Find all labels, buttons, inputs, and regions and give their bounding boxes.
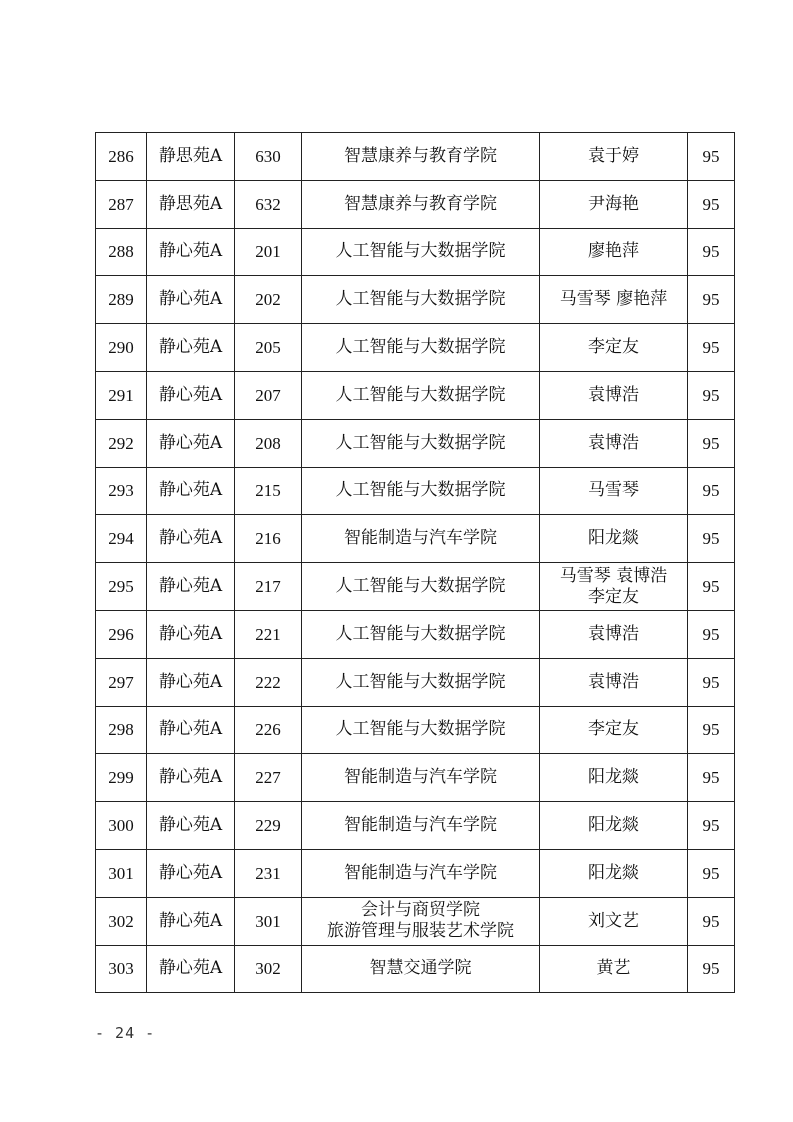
college-cell-line: 人工智能与大数据学院: [335, 432, 506, 453]
table-row: [96, 467, 735, 515]
college-cell: [302, 849, 540, 897]
table-row: [96, 945, 735, 993]
college-cell-line: 人工智能与大数据学院: [335, 671, 506, 692]
building-cell: 静心苑A: [147, 467, 235, 515]
college-cell-line: 智慧交通学院: [369, 958, 472, 979]
score-cell: 95: [688, 945, 735, 993]
college-cell: [302, 371, 540, 419]
room-number-cell: 222: [235, 658, 302, 706]
room-number-cell: 231: [235, 849, 302, 897]
building-cell: 静心苑A: [147, 945, 235, 993]
row-number-cell: 286: [96, 133, 147, 181]
score-cell: 95: [688, 276, 735, 324]
building-cell: 静心苑A: [147, 849, 235, 897]
college-cell-line: 旅游管理与服装艺术学院: [327, 921, 514, 942]
table-row: [96, 897, 735, 945]
staff-cell: [540, 754, 688, 802]
staff-cell: [540, 610, 688, 658]
table-row: [96, 802, 735, 850]
room-number-cell: 201: [235, 228, 302, 276]
room-number-cell: 227: [235, 754, 302, 802]
building-cell: 静心苑A: [147, 276, 235, 324]
row-number-cell: 302: [96, 897, 147, 945]
room-number-cell: 630: [235, 133, 302, 181]
room-number-cell: 215: [235, 467, 302, 515]
table-row: [96, 610, 735, 658]
staff-cell-line: 马雪琴: [588, 480, 639, 501]
building-cell: 静思苑A: [147, 133, 235, 181]
college-cell: [302, 133, 540, 181]
score-cell: 95: [688, 754, 735, 802]
table-row: [96, 228, 735, 276]
staff-cell-line: 马雪琴 袁博浩: [559, 565, 668, 586]
college-cell-line: 人工智能与大数据学院: [335, 623, 506, 644]
staff-cell: [540, 849, 688, 897]
table-row: [96, 754, 735, 802]
staff-cell-line: 袁博浩: [588, 384, 639, 405]
room-number-cell: 208: [235, 419, 302, 467]
staff-cell-line: 阳龙燚: [588, 528, 639, 549]
staff-cell: [540, 658, 688, 706]
row-number-cell: 293: [96, 467, 147, 515]
staff-cell: [540, 371, 688, 419]
college-cell-line: 人工智能与大数据学院: [335, 289, 506, 310]
staff-cell-line: 尹海艳: [588, 193, 639, 214]
staff-cell-line: 阳龙燚: [588, 862, 639, 883]
row-number-cell: 291: [96, 371, 147, 419]
score-cell: 95: [688, 897, 735, 945]
staff-cell-line: 阳龙燚: [588, 767, 639, 788]
room-number-cell: 205: [235, 324, 302, 372]
college-cell: [302, 180, 540, 228]
college-cell-line: 人工智能与大数据学院: [335, 241, 506, 262]
building-cell: 静心苑A: [147, 897, 235, 945]
college-cell-line: 人工智能与大数据学院: [335, 384, 506, 405]
building-cell: 静心苑A: [147, 515, 235, 563]
room-number-cell: 202: [235, 276, 302, 324]
row-number-cell: 300: [96, 802, 147, 850]
staff-cell: [540, 324, 688, 372]
row-number-cell: 294: [96, 515, 147, 563]
building-cell: 静心苑A: [147, 563, 235, 611]
row-number-cell: 296: [96, 610, 147, 658]
college-cell: [302, 706, 540, 754]
table-row: [96, 133, 735, 181]
building-cell: 静心苑A: [147, 706, 235, 754]
room-number-cell: 229: [235, 802, 302, 850]
score-cell: 95: [688, 515, 735, 563]
score-cell: 95: [688, 371, 735, 419]
score-cell: 95: [688, 467, 735, 515]
score-cell: 95: [688, 610, 735, 658]
room-number-cell: 301: [235, 897, 302, 945]
college-cell: [302, 467, 540, 515]
college-cell: [302, 802, 540, 850]
college-cell-line: 智能制造与汽车学院: [344, 528, 497, 549]
staff-cell-line: 黄艺: [596, 958, 631, 979]
college-cell: [302, 515, 540, 563]
row-number-cell: 290: [96, 324, 147, 372]
staff-cell: [540, 180, 688, 228]
college-cell: [302, 276, 540, 324]
staff-cell-line: 马雪琴 廖艳萍: [559, 289, 668, 310]
college-cell-line: 智能制造与汽车学院: [344, 767, 497, 788]
score-cell: 95: [688, 228, 735, 276]
row-number-cell: 287: [96, 180, 147, 228]
college-cell-line: 会计与商贸学院: [361, 900, 480, 921]
college-cell-line: 人工智能与大数据学院: [335, 576, 506, 597]
building-cell: 静心苑A: [147, 371, 235, 419]
staff-cell-line: 袁博浩: [588, 671, 639, 692]
row-number-cell: 295: [96, 563, 147, 611]
staff-cell-line: 袁于婷: [588, 145, 639, 166]
college-cell: [302, 945, 540, 993]
row-number-cell: 289: [96, 276, 147, 324]
score-cell: 95: [688, 133, 735, 181]
building-cell: 静心苑A: [147, 610, 235, 658]
college-cell-line: 智能制造与汽车学院: [344, 815, 497, 836]
college-cell: [302, 897, 540, 945]
table-row: [96, 371, 735, 419]
room-number-cell: 207: [235, 371, 302, 419]
building-cell: 静心苑A: [147, 658, 235, 706]
room-number-cell: 217: [235, 563, 302, 611]
table-row: [96, 658, 735, 706]
staff-cell: [540, 945, 688, 993]
row-number-cell: 298: [96, 706, 147, 754]
staff-cell: [540, 276, 688, 324]
table-row: [96, 276, 735, 324]
staff-cell-line: 李定友: [588, 586, 639, 607]
staff-cell-line: 阳龙燚: [588, 815, 639, 836]
table-body: [96, 133, 735, 993]
room-number-cell: 226: [235, 706, 302, 754]
college-cell-line: 人工智能与大数据学院: [335, 719, 506, 740]
table-row: [96, 849, 735, 897]
college-cell-line: 智能制造与汽车学院: [344, 862, 497, 883]
college-cell: [302, 228, 540, 276]
room-number-cell: 216: [235, 515, 302, 563]
row-number-cell: 288: [96, 228, 147, 276]
building-cell: 静心苑A: [147, 419, 235, 467]
score-cell: 95: [688, 849, 735, 897]
building-cell: 静思苑A: [147, 180, 235, 228]
room-number-cell: 632: [235, 180, 302, 228]
staff-cell: [540, 228, 688, 276]
room-number-cell: 302: [235, 945, 302, 993]
staff-cell-line: 李定友: [588, 337, 639, 358]
row-number-cell: 297: [96, 658, 147, 706]
building-cell: 静心苑A: [147, 754, 235, 802]
college-cell-line: 智慧康养与教育学院: [344, 145, 497, 166]
table-row: [96, 180, 735, 228]
staff-cell-line: 袁博浩: [588, 432, 639, 453]
staff-cell: [540, 706, 688, 754]
score-cell: 95: [688, 419, 735, 467]
row-number-cell: 292: [96, 419, 147, 467]
score-cell: 95: [688, 563, 735, 611]
row-number-cell: 299: [96, 754, 147, 802]
page-number: - 24 -: [95, 1024, 156, 1042]
staff-cell: [540, 467, 688, 515]
staff-cell: [540, 515, 688, 563]
building-cell: 静心苑A: [147, 228, 235, 276]
college-cell-line: 人工智能与大数据学院: [335, 337, 506, 358]
college-cell-line: 人工智能与大数据学院: [335, 480, 506, 501]
table-row: [96, 515, 735, 563]
score-cell: 95: [688, 180, 735, 228]
row-number-cell: 301: [96, 849, 147, 897]
staff-cell: [540, 563, 688, 611]
score-cell: 95: [688, 802, 735, 850]
building-cell: 静心苑A: [147, 324, 235, 372]
college-cell: [302, 563, 540, 611]
table-row: [96, 324, 735, 372]
college-cell: [302, 324, 540, 372]
score-cell: 95: [688, 324, 735, 372]
staff-cell-line: 袁博浩: [588, 623, 639, 644]
staff-cell-line: 李定友: [588, 719, 639, 740]
score-cell: 95: [688, 706, 735, 754]
staff-cell: [540, 133, 688, 181]
college-cell: [302, 658, 540, 706]
staff-cell: [540, 419, 688, 467]
row-number-cell: 303: [96, 945, 147, 993]
college-cell: [302, 419, 540, 467]
staff-cell-line: 廖艳萍: [588, 241, 639, 262]
score-cell: 95: [688, 658, 735, 706]
room-number-cell: 221: [235, 610, 302, 658]
college-cell: [302, 754, 540, 802]
dormitory-score-table: [95, 132, 735, 993]
college-cell-line: 智慧康养与教育学院: [344, 193, 497, 214]
building-cell: 静心苑A: [147, 802, 235, 850]
table-row: [96, 706, 735, 754]
table-row: [96, 563, 735, 611]
college-cell: [302, 610, 540, 658]
staff-cell-line: 刘文艺: [588, 910, 639, 931]
staff-cell: [540, 897, 688, 945]
table-row: [96, 419, 735, 467]
staff-cell: [540, 802, 688, 850]
